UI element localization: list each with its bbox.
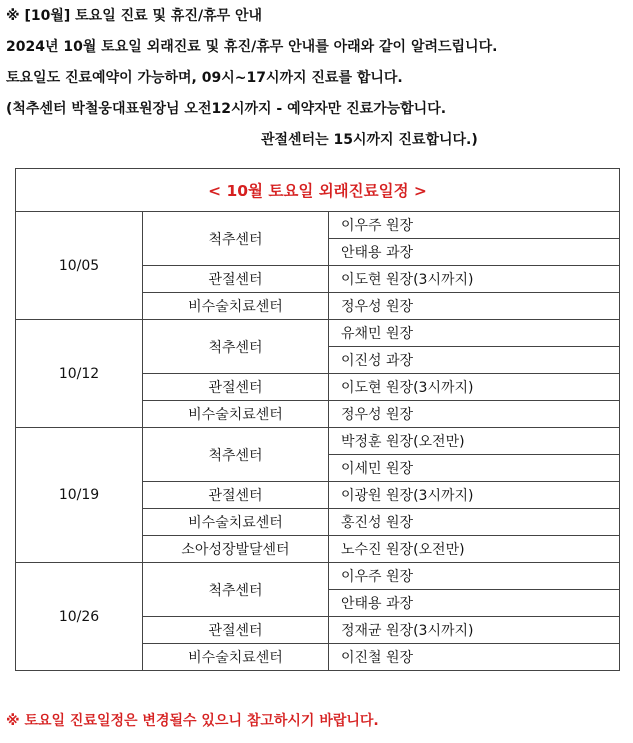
notice-line-2: 2024년 10월 토요일 외래진료 및 휴진/휴무 안내를 아래와 같이 알려드립니다. xyxy=(6,39,498,55)
center-cell: 척추센터 xyxy=(143,320,329,374)
doctor-cell: 정우성 원장 xyxy=(329,401,620,428)
date-cell: 10/12 xyxy=(16,320,143,428)
notice-line-3: 토요일도 진료예약이 가능하며, 09시~17시까지 진료를 합니다. xyxy=(6,70,403,86)
footer-note: ※ 토요일 진료일정은 변경될수 있으니 참고하시기 바랍니다. xyxy=(6,713,379,729)
center-cell: 비수술치료센터 xyxy=(143,401,329,428)
center-cell: 척추센터 xyxy=(143,563,329,617)
doctor-cell: 이진철 원장 xyxy=(329,644,620,671)
table-row xyxy=(16,320,620,347)
schedule-title-row xyxy=(16,169,620,212)
notice-line-4: (척추센터 박철웅대표원장님 오전12시까지 - 예약자만 진료가능합니다. xyxy=(6,101,447,117)
center-cell: 소아성장발달센터 xyxy=(143,536,329,563)
center-cell: 비수술치료센터 xyxy=(143,293,329,320)
center-cell: 관절센터 xyxy=(143,266,329,293)
doctor-cell: 박정훈 원장(오전만) xyxy=(329,428,620,455)
doctor-cell: 홍진성 원장 xyxy=(329,509,620,536)
doctor-cell: 유채민 원장 xyxy=(329,320,620,347)
date-cell: 10/19 xyxy=(16,428,143,563)
notice-title: ※ [10월] 토요일 진료 및 휴진/휴무 안내 xyxy=(6,8,263,24)
table-row xyxy=(16,428,620,455)
center-cell: 척추센터 xyxy=(143,212,329,266)
center-cell: 관절센터 xyxy=(143,374,329,401)
date-cell: 10/26 xyxy=(16,563,143,671)
schedule-table xyxy=(15,168,620,671)
doctor-cell: 안태용 과장 xyxy=(329,239,620,266)
doctor-cell: 이도현 원장(3시까지) xyxy=(329,374,620,401)
schedule-title: < 10월 토요일 외래진료일정 > xyxy=(16,169,620,212)
doctor-cell: 노수진 원장(오전만) xyxy=(329,536,620,563)
table-row xyxy=(16,563,620,590)
doctor-cell: 안태용 과장 xyxy=(329,590,620,617)
center-cell: 척추센터 xyxy=(143,428,329,482)
doctor-cell: 이우주 원장 xyxy=(329,212,620,239)
center-cell: 비수술치료센터 xyxy=(143,509,329,536)
doctor-cell: 정재균 원장(3시까지) xyxy=(329,617,620,644)
doctor-cell: 이광원 원장(3시까지) xyxy=(329,482,620,509)
date-cell: 10/05 xyxy=(16,212,143,320)
table-row xyxy=(16,212,620,239)
doctor-cell: 이세민 원장 xyxy=(329,455,620,482)
doctor-cell: 정우성 원장 xyxy=(329,293,620,320)
center-cell: 비수술치료센터 xyxy=(143,644,329,671)
doctor-cell: 이우주 원장 xyxy=(329,563,620,590)
notice-line-5: 관절센터는 15시까지 진료합니다.) xyxy=(261,132,478,148)
center-cell: 관절센터 xyxy=(143,617,329,644)
doctor-cell: 이도현 원장(3시까지) xyxy=(329,266,620,293)
center-cell: 관절센터 xyxy=(143,482,329,509)
doctor-cell: 이진성 과장 xyxy=(329,347,620,374)
